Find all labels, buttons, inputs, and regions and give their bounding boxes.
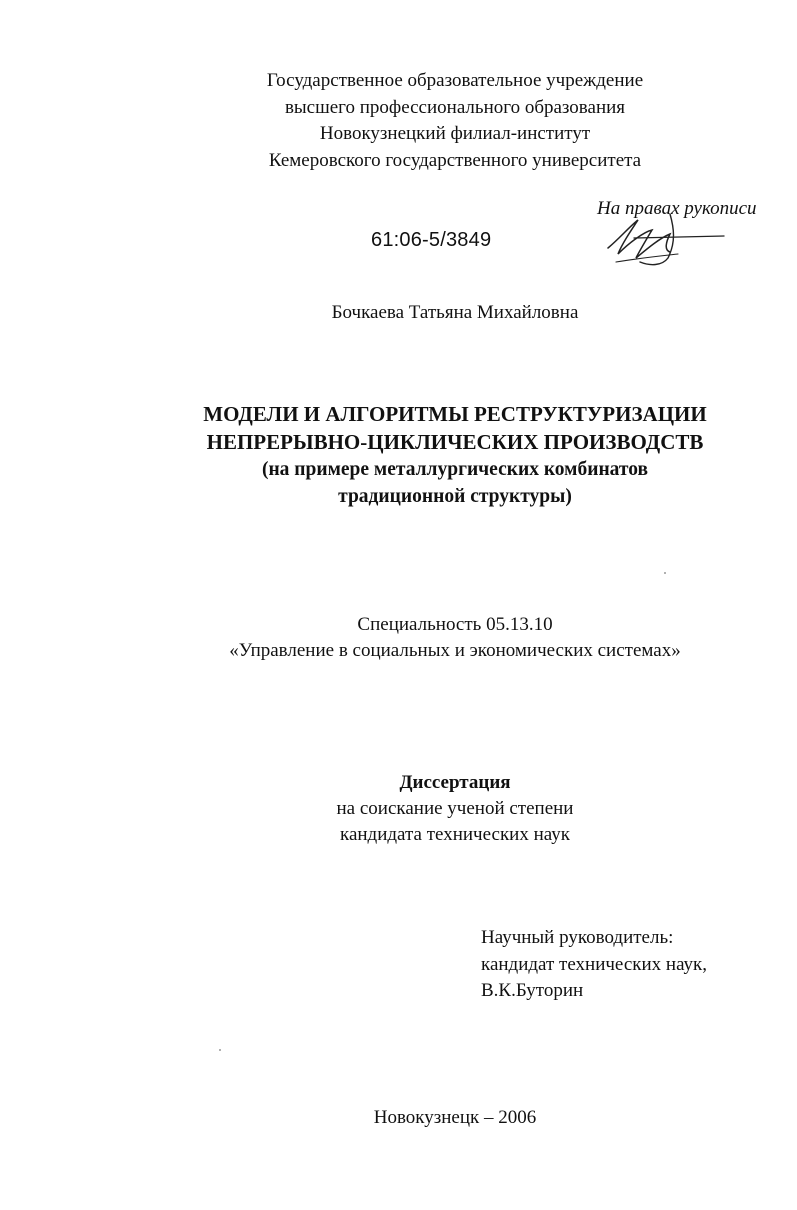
degree-block [0, 770, 797, 848]
title-line: МОДЕЛИ И АЛГОРИТМЫ РЕСТРУКТУРИЗАЦИИ [203, 402, 707, 426]
thesis-title [0, 400, 797, 456]
supervisor-line: Научный руководитель: [481, 927, 674, 948]
supervisor-name: В.К.Буторин [481, 980, 584, 1001]
subtitle-line: (на примере металлургических комбинатов [261, 459, 649, 480]
signature [600, 208, 730, 268]
thesis-subtitle [0, 456, 797, 510]
subtitle-line: традиционной структуры) [338, 486, 572, 507]
specialty-name: «Управление в социальных и экономических системах» [229, 640, 681, 661]
city-year: Новокузнецк – 2006 [373, 1107, 537, 1128]
scan-speck [219, 1049, 221, 1051]
institution-header [0, 68, 797, 174]
manuscript-note: На правах рукописи [597, 198, 757, 219]
supervisor-block [481, 925, 707, 1005]
catalog-code: 61:06-5/3849 [371, 229, 492, 251]
institution-line: Кемеровского государственного университета [268, 149, 642, 171]
degree-line: кандидата технических наук [340, 824, 570, 845]
supervisor-line: кандидат технических наук, [481, 953, 708, 975]
scan-speck [664, 572, 666, 574]
institution-line: Новокузнецкий филиал-институт [319, 123, 591, 144]
title-line: НЕПРЕРЫВНО-ЦИКЛИЧЕСКИХ ПРОИЗВОДСТВ [206, 430, 704, 454]
institution-line: высшего профессионального образования [284, 96, 626, 118]
specialty-block [0, 612, 797, 664]
degree-line: на соискание ученой степени [336, 798, 574, 819]
degree-type: Диссертация [399, 772, 511, 793]
author-name: Бочкаева Татьяна Михайловна [331, 302, 579, 323]
specialty-code: Специальность 05.13.10 [357, 614, 553, 635]
institution-line: Государственное образовательное учреждение [266, 70, 644, 91]
